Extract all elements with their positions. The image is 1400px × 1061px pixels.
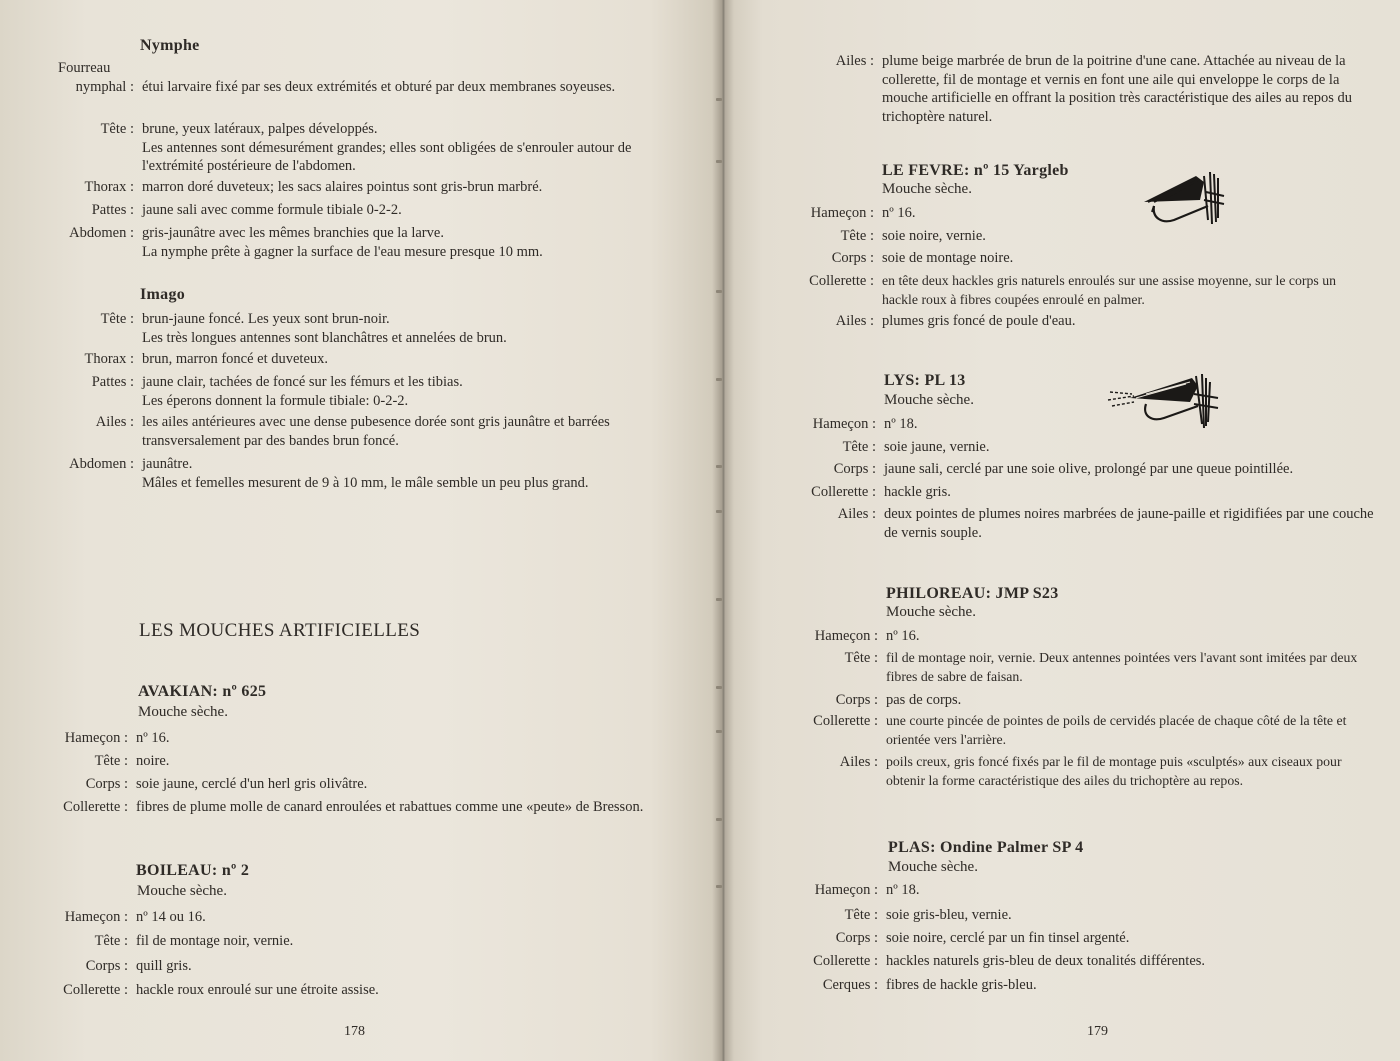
lefevre-tete-label: Tête :	[840, 228, 874, 244]
imago-abdomen-entry	[20, 455, 660, 492]
book-gutter	[712, 0, 734, 1061]
boileau-tete: fil de montage noir, vernie.	[136, 933, 294, 949]
nymph-pattes-entry	[20, 201, 660, 220]
nymph-title: Nymphe	[140, 37, 200, 54]
lefevre-hamecon: nº 16.	[882, 205, 916, 221]
lefevre-tete: soie noire, vernie.	[882, 228, 986, 244]
lys-type: Mouche sèche.	[884, 392, 974, 408]
imago-tete-entry	[20, 310, 660, 347]
nymph-abdomen-label: Abdomen :	[69, 225, 134, 241]
binding-thread	[716, 378, 722, 381]
top-ailes-label: Ailes :	[835, 53, 874, 69]
philoreau-tete: fil de montage noir, vernie. Deux antennes pointées vers l'avant sont imitées par deux fibres de sabre de faisan.	[886, 650, 1358, 684]
imago-ailes-text: les ailes antérieures avec une dense pubesence dorée sont gris jaunâtre et barrées transversalement par des bandes brun foncé.	[142, 414, 610, 449]
imago-tete-label: Tête :	[100, 311, 134, 327]
imago-pattes-label: Pattes :	[91, 374, 134, 390]
lys-ailes: deux pointes de plumes noires marbrées de jaune-paille et rigidifiées par une couche de vernis souple.	[884, 506, 1374, 541]
nymph-tete-line-2: Les antennes sont démesurément grandes; elles sont obligées de s'enrouler autour de l'extrémité postérieure de l'abdomen.	[142, 139, 632, 174]
imago-pattes-entry	[20, 373, 660, 410]
lys-hamecon: nº 18.	[884, 416, 918, 432]
binding-thread	[716, 598, 722, 601]
binding-thread	[716, 160, 722, 163]
lys-hamecon-label: Hameçon :	[812, 416, 876, 432]
boileau-corps: quill gris.	[136, 958, 192, 974]
lys-collerette-label: Collerette :	[811, 484, 876, 500]
philoreau-title: PHILOREAU: JMP S23	[886, 585, 1059, 602]
plas-cerques: fibres de hackle gris-bleu.	[886, 977, 1037, 993]
plas-title: PLAS: Ondine Palmer SP 4	[888, 839, 1084, 856]
top-ailes-text: plume beige marbrée de brun de la poitrine d'une cane. Attachée au niveau de la collerette, fil de montage et vernis en font une aile qui enveloppe le corps de la mouche artificielle en offrant la position très caractéristique des ailes au repos du trichoptère naturel.	[882, 53, 1352, 125]
philoreau-ailes-label: Ailes :	[839, 754, 878, 770]
avakian-tete: noire.	[136, 753, 170, 769]
lefevre-hamecon-entry	[782, 204, 1382, 223]
philoreau-corps-label: Corps :	[835, 692, 878, 708]
imago-thorax-entry	[20, 350, 660, 369]
avakian-collerette-entry	[20, 798, 670, 817]
imago-abdomen-label: Abdomen :	[69, 456, 134, 472]
fourreau-text: étui larvaire fixé par ses deux extrémités et obturé par deux membranes soyeuses.	[142, 79, 616, 95]
nymph-pattes-text: jaune sali avec comme formule tibiale 0-2-2.	[142, 202, 402, 218]
plas-type: Mouche sèche.	[888, 859, 978, 875]
imago-tete-line-1: brun-jaune foncé. Les yeux sont brun-noir.	[142, 311, 390, 327]
binding-thread	[716, 98, 722, 101]
plas-collerette: hackles naturels gris-bleu de deux tonalités différentes.	[886, 953, 1206, 969]
lys-collerette: hackle gris.	[884, 484, 951, 500]
boileau-hamecon-label: Hameçon :	[64, 909, 128, 925]
binding-thread	[716, 465, 722, 468]
lefevre-collerette-entry	[782, 272, 1382, 309]
imago-pattes-line-2: Les éperons donnent la formule tibiale: 0-2-2.	[142, 392, 409, 409]
lefevre-collerette: en tête deux hackles gris naturels enroulés sur une assise moyenne, sur le corps un hackle roux à fibres coupées enroulé en palmer.	[882, 273, 1337, 307]
plas-corps-label: Corps :	[835, 930, 878, 946]
lefevre-collerette-label: Collerette :	[809, 273, 874, 289]
imago-thorax-text: brun, marron foncé et duveteux.	[142, 351, 329, 367]
philoreau-corps: pas de corps.	[886, 692, 962, 708]
plas-hamecon-label: Hameçon :	[814, 882, 878, 898]
lefevre-ailes: plumes gris foncé de poule d'eau.	[882, 313, 1076, 329]
nymph-tete-label: Tête :	[100, 121, 134, 137]
right-page	[722, 0, 1400, 1061]
avakian-hamecon-label: Hameçon :	[64, 730, 128, 746]
plas-collerette-entry	[782, 952, 1394, 971]
lefevre-type: Mouche sèche.	[882, 181, 972, 197]
lys-tete: soie jaune, vernie.	[884, 439, 990, 455]
plas-tete-entry	[782, 906, 1394, 925]
plas-corps-entry	[782, 929, 1394, 948]
avakian-corps-label: Corps :	[85, 776, 128, 792]
philoreau-corps-entry	[782, 691, 1394, 710]
imago-abdomen-line-1: jaunâtre.	[142, 456, 193, 472]
plas-collerette-label: Collerette :	[813, 953, 878, 969]
nymph-thorax-entry	[20, 178, 660, 197]
philoreau-hamecon-label: Hameçon :	[814, 628, 878, 644]
plas-tete: soie gris-bleu, vernie.	[886, 907, 1012, 923]
binding-thread	[716, 818, 722, 821]
plas-corps: soie noire, cerclé par un fin tinsel argenté.	[886, 930, 1130, 946]
boileau-hamecon-entry	[20, 908, 670, 927]
imago-ailes-label: Ailes :	[95, 414, 134, 430]
philoreau-ailes-entry	[782, 753, 1394, 790]
lefevre-ailes-label: Ailes :	[835, 313, 874, 329]
plas-cerques-label: Cerques :	[822, 977, 878, 993]
imago-abdomen-line-2: Mâles et femelles mesurent de 9 à 10 mm, le mâle semble un peu plus grand.	[142, 474, 589, 491]
philoreau-collerette-entry	[782, 712, 1394, 749]
lefevre-corps-entry	[782, 249, 1382, 268]
avakian-type: Mouche sèche.	[138, 704, 228, 720]
boileau-collerette-label: Collerette :	[63, 982, 128, 998]
lys-ailes-entry	[782, 505, 1392, 542]
imago-tete-line-2: Les très longues antennes sont blanchâtres et annelées de brun.	[142, 329, 507, 346]
lys-tete-label: Tête :	[842, 439, 876, 455]
lys-tete-entry	[782, 438, 1392, 457]
binding-thread	[716, 730, 722, 733]
fourreau-label-1: Fourreau	[58, 60, 111, 76]
plas-hamecon: nº 18.	[886, 882, 920, 898]
lys-collerette-entry	[782, 483, 1392, 502]
right-page-number: 179	[1087, 1024, 1108, 1039]
binding-thread	[716, 290, 722, 293]
avakian-tete-entry	[20, 752, 670, 771]
boileau-hamecon: nº 14 ou 16.	[136, 909, 206, 925]
avakian-hamecon: nº 16.	[136, 730, 170, 746]
boileau-tete-entry	[20, 932, 670, 951]
imago-title: Imago	[140, 286, 186, 303]
avakian-corps: soie jaune, cerclé d'un herl gris olivâtre.	[136, 776, 368, 792]
nymph-abdomen-entry	[20, 224, 660, 261]
nymph-tete-line-1: brune, yeux latéraux, palpes développés.	[142, 121, 378, 137]
philoreau-collerette-label: Collerette :	[813, 713, 878, 729]
avakian-tete-label: Tête :	[94, 753, 128, 769]
boileau-collerette: hackle roux enroulé sur une étroite assise.	[136, 982, 379, 998]
binding-thread	[716, 510, 722, 513]
philoreau-tete-entry	[782, 649, 1394, 686]
boileau-corps-entry	[20, 957, 670, 976]
lefevre-title: LE FEVRE: nº 15 Yargleb	[882, 162, 1069, 179]
lys-ailes-label: Ailes :	[837, 506, 876, 522]
nymph-thorax-label: Thorax :	[84, 179, 134, 195]
nymph-thorax-text: marron doré duveteux; les sacs alaires pointus sont gris-brun marbré.	[142, 179, 543, 195]
lys-corps-label: Corps :	[833, 461, 876, 477]
avakian-collerette-label: Collerette :	[63, 799, 128, 815]
philoreau-tete-label: Tête :	[844, 650, 878, 666]
lys-corps: jaune sali, cerclé par une soie olive, prolongé par une queue pointillée.	[884, 461, 1294, 477]
imago-thorax-label: Thorax :	[84, 351, 134, 367]
binding-thread	[716, 885, 722, 888]
boileau-tete-label: Tête :	[94, 933, 128, 949]
philoreau-type: Mouche sèche.	[886, 604, 976, 620]
lefevre-corps-label: Corps :	[831, 250, 874, 266]
avakian-hamecon-entry	[20, 729, 670, 748]
boileau-title: BOILEAU: nº 2	[136, 862, 250, 879]
nymph-abdomen-line-1: gris-jaunâtre avec les mêmes branchies que la larve.	[142, 225, 444, 241]
imago-ailes-entry	[20, 413, 660, 450]
imago-pattes-line-1: jaune clair, tachées de foncé sur les fémurs et les tibias.	[142, 374, 463, 390]
lefevre-hamecon-label: Hameçon :	[810, 205, 874, 221]
avakian-collerette: fibres de plume molle de canard enroulées et rabattues comme une «peute» de Bresson.	[136, 799, 644, 815]
avakian-title: AVAKIAN: nº 625	[138, 683, 267, 700]
section-title: LES MOUCHES ARTIFICIELLES	[139, 620, 421, 641]
nymph-fourreau-entry	[20, 78, 660, 97]
lefevre-corps: soie de montage noire.	[882, 250, 1014, 266]
philoreau-collerette: une courte pincée de pointes de poils de cervidés placée de chaque côté de la tête et orientée vers l'arrière.	[886, 713, 1347, 747]
philoreau-hamecon: nº 16.	[886, 628, 920, 644]
binding-thread	[716, 686, 722, 689]
lefevre-tete-entry	[782, 227, 1382, 246]
plas-cerques-entry	[782, 976, 1394, 995]
lys-hamecon-entry	[782, 415, 1392, 434]
nymph-abdomen-line-2: La nymphe prête à gagner la surface de l'eau mesure presque 10 mm.	[142, 243, 543, 260]
nymph-pattes-label: Pattes :	[91, 202, 134, 218]
lefevre-ailes-entry	[782, 312, 1382, 331]
boileau-corps-label: Corps :	[85, 958, 128, 974]
top-ailes-entry	[782, 52, 1382, 126]
philoreau-hamecon-entry	[782, 627, 1394, 646]
fourreau-label-2: nymphal :	[75, 79, 134, 95]
philoreau-ailes: poils creux, gris foncé fixés par le fil de montage puis «sculptés» aux ciseaux pour obtenir la forme caractéristique des ailes du trichoptère au repos.	[886, 754, 1342, 788]
lys-title: LYS: PL 13	[884, 372, 966, 389]
plas-tete-label: Tête :	[844, 907, 878, 923]
boileau-type: Mouche sèche.	[137, 883, 227, 899]
lys-corps-entry	[782, 460, 1392, 479]
nymph-tete-entry	[20, 120, 660, 176]
avakian-corps-entry	[20, 775, 670, 794]
plas-hamecon-entry	[782, 881, 1394, 900]
left-page-number: 178	[344, 1024, 365, 1039]
boileau-collerette-entry	[20, 981, 670, 1000]
